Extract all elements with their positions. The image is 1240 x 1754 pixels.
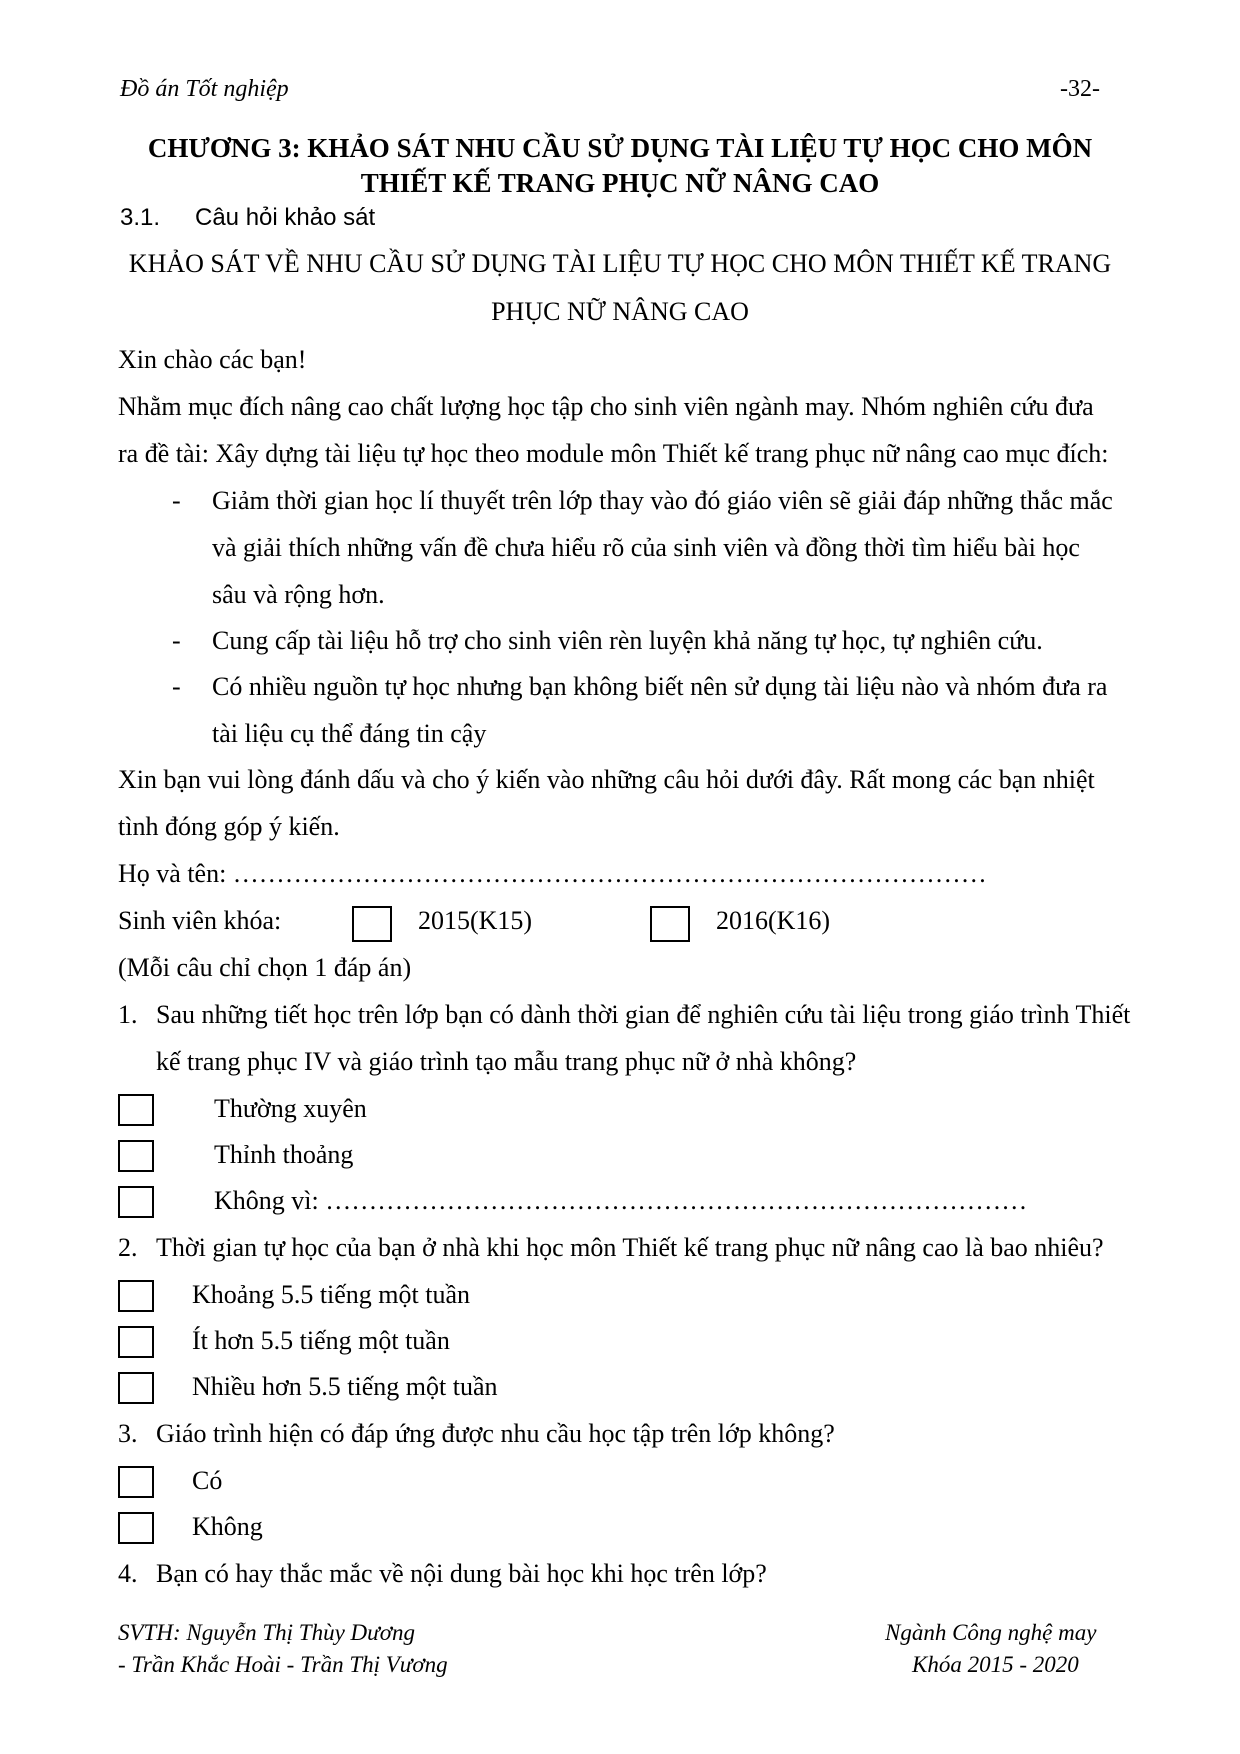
footer-course: Khóa 2015 - 2020 xyxy=(912,1652,1079,1677)
q2-option-label: Ít hơn 5.5 tiếng một tuần xyxy=(192,1326,450,1355)
q3-option-label: Không xyxy=(192,1512,263,1541)
q3-option-label: Có xyxy=(192,1466,223,1495)
bullet-2-line1: Cung cấp tài liệu hỗ trợ cho sinh viên rèn luyện khả năng tự học, tự nghiên cứu. xyxy=(212,626,1043,655)
q2-option-label: Nhiều hơn 5.5 tiếng một tuần xyxy=(192,1372,498,1401)
q1-option-checkbox[interactable] xyxy=(118,1140,154,1172)
q2-option-checkbox[interactable] xyxy=(118,1326,154,1358)
q1-option-checkbox[interactable] xyxy=(118,1186,154,1218)
question-1-number: 1. xyxy=(118,1000,138,1029)
q2-option-checkbox[interactable] xyxy=(118,1372,154,1404)
section-number: 3.1. xyxy=(120,204,161,231)
bullet-1-line2: và giải thích những vấn đề chưa hiểu rõ của sinh viên và đồng thời tìm hiểu bài học xyxy=(212,533,1080,562)
intro-line1: Nhằm mục đích nâng cao chất lượng học tập cho sinh viên ngành may. Nhóm nghiên cứu đưa xyxy=(118,392,1094,421)
question-2-line1: Thời gian tự học của bạn ở nhà khi học môn Thiết kế trang phục nữ nâng cao là bao nhiêu? xyxy=(156,1233,1104,1262)
question-3-line1: Giáo trình hiện có đáp ứng được nhu cầu học tập trên lớp không? xyxy=(156,1419,835,1448)
student-year-label: Sinh viên khóa: xyxy=(118,906,282,935)
q1-option-label: Thỉnh thoảng xyxy=(214,1140,354,1169)
footer-coauthors: - Trần Khắc Hoài - Trần Thị Vương xyxy=(118,1652,448,1677)
header-doc-title: Đồ án Tốt nghiệp xyxy=(120,76,289,102)
student-year-option-k16: 2016(K16) xyxy=(716,906,831,935)
section-title: Câu hỏi khảo sát xyxy=(195,204,376,231)
question-2-number: 2. xyxy=(118,1233,138,1262)
question-4-line1: Bạn có hay thắc mắc về nội dung bài học khi học trên lớp? xyxy=(156,1559,767,1588)
greeting: Xin chào các bạn! xyxy=(118,345,307,374)
request-line2: tình đóng góp ý kiến. xyxy=(118,812,340,841)
question-4-number: 4. xyxy=(118,1559,138,1588)
checkbox-k16[interactable] xyxy=(650,906,690,942)
question-1-line2: kế trang phục IV và giáo trình tạo mẫu trang phục nữ ở nhà không? xyxy=(156,1047,857,1076)
bullet-1-line3: sâu và rộng hơn. xyxy=(212,580,385,609)
note: (Mỗi câu chỉ chọn 1 đáp án) xyxy=(118,953,412,982)
question-1-line1: Sau những tiết học trên lớp bạn có dành thời gian để nghiên cứu tài liệu trong giáo trình Thiết xyxy=(156,1000,1131,1029)
chapter-title-line1: CHƯƠNG 3: KHẢO SÁT NHU CẦU SỬ DỤNG TÀI LIỆU TỰ HỌC CHO MÔN xyxy=(147,133,1093,163)
request-line1: Xin bạn vui lòng đánh dấu và cho ý kiến vào những câu hỏi dưới đây. Rất mong các bạn nhiệt xyxy=(118,765,1095,794)
survey-title-line1: KHẢO SÁT VỀ NHU CẦU SỬ DỤNG TÀI LIỆU TỰ HỌC CHO MÔN THIẾT KẾ TRANG xyxy=(128,249,1112,278)
q1-option-checkbox[interactable] xyxy=(118,1094,154,1126)
footer-author: SVTH: Nguyễn Thị Thùy Dương xyxy=(118,1620,415,1645)
survey-title-line2: PHỤC NỮ NÂNG CAO xyxy=(491,297,749,326)
chapter-title-line2: THIẾT KẾ TRANG PHỤC NỮ NÂNG CAO xyxy=(360,168,880,198)
checkbox-k15[interactable] xyxy=(352,906,392,942)
q3-option-checkbox[interactable] xyxy=(118,1512,154,1544)
bullet-3-line1: Có nhiều nguồn tự học nhưng bạn không biết nên sử dụng tài liệu nào và nhóm đưa ra xyxy=(212,672,1108,701)
question-3-number: 3. xyxy=(118,1419,138,1448)
intro-line2: ra đề tài: Xây dựng tài liệu tự học theo module môn Thiết kế trang phục nữ nâng cao mục đích: xyxy=(118,439,1109,468)
name-field[interactable]: Họ và tên: …………………………………………………………………………… xyxy=(118,859,987,888)
footer-major: Ngành Công nghệ may xyxy=(885,1620,1097,1645)
bullet-dash: - xyxy=(172,672,181,701)
bullet-3-line2: tài liệu cụ thể đáng tin cậy xyxy=(212,719,487,748)
q2-option-label: Khoảng 5.5 tiếng một tuần xyxy=(192,1280,471,1309)
q1-option-label: Không vì: ……………………………………………………………………… xyxy=(214,1186,1028,1215)
bullet-dash: - xyxy=(172,486,181,515)
q1-option-label: Thường xuyên xyxy=(214,1094,367,1123)
bullet-1-line1: Giảm thời gian học lí thuyết trên lớp thay vào đó giáo viên sẽ giải đáp những thắc mắc xyxy=(212,486,1113,515)
student-year-option-k15: 2015(K15) xyxy=(418,906,533,935)
header-page-number: -32- xyxy=(1060,76,1100,102)
q2-option-checkbox[interactable] xyxy=(118,1280,154,1312)
bullet-dash: - xyxy=(172,626,181,655)
q3-option-checkbox[interactable] xyxy=(118,1466,154,1498)
